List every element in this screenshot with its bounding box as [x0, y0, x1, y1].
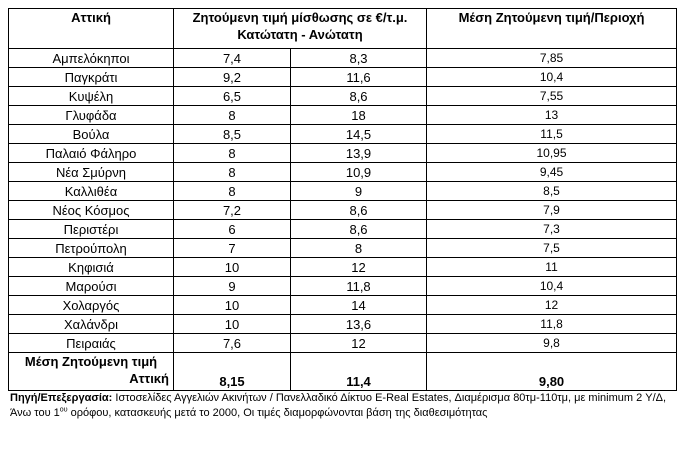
row-max: 14,5 [291, 125, 427, 144]
row-max: 13,6 [291, 315, 427, 334]
source-note-label: Πηγή/Επεξεργασία: [10, 392, 113, 404]
total-average: 9,80 [427, 353, 677, 391]
rental-price-table [8, 8, 677, 391]
row-average: 13 [427, 106, 677, 125]
row-area: Κηφισιά [9, 258, 174, 277]
row-max: 12 [291, 334, 427, 353]
row-average: 11,8 [427, 315, 677, 334]
total-label [9, 353, 174, 391]
row-min: 9,2 [174, 68, 291, 87]
row-min: 7,4 [174, 49, 291, 68]
row-min: 7,6 [174, 334, 291, 353]
row-min: 8 [174, 106, 291, 125]
row-max: 18 [291, 106, 427, 125]
row-min: 8,5 [174, 125, 291, 144]
row-max: 8,6 [291, 201, 427, 220]
row-average: 7,3 [427, 220, 677, 239]
source-note-text-1: Ιστοσελίδες Αγγελιών Ακινήτων / Πανελλαδικό Δίκτυο E-Real Estates, Διαμέρισμα 80τμ-110τμ, με minimum 2 Υ/Δ, Άνω του 1 [10, 392, 667, 419]
source-note-text-2: ορόφου, κατασκευής μετά το 2000, Οι τιμές διαμορφώνονται βάση της διαθεσιμότητας [67, 407, 488, 419]
row-area: Κυψέλη [9, 87, 174, 106]
row-min: 8 [174, 163, 291, 182]
row-area: Χολαργός [9, 296, 174, 315]
source-note [8, 391, 676, 421]
row-max: 12 [291, 258, 427, 277]
row-average: 10,4 [427, 68, 677, 87]
total-label-line2: Αττική [129, 371, 169, 386]
table-row [9, 239, 677, 258]
table-row [9, 49, 677, 68]
row-min: 10 [174, 315, 291, 334]
row-average: 10,4 [427, 277, 677, 296]
row-area: Παλαιό Φάληρο [9, 144, 174, 163]
row-area: Χαλάνδρι [9, 315, 174, 334]
source-note-superscript: ου [59, 406, 68, 414]
table-row [9, 68, 677, 87]
table-row [9, 315, 677, 334]
row-min: 6,5 [174, 87, 291, 106]
row-area: Αμπελόκηποι [9, 49, 174, 68]
row-area: Καλλιθέα [9, 182, 174, 201]
table-body [9, 49, 677, 353]
row-area: Μαρούσι [9, 277, 174, 296]
row-min: 7,2 [174, 201, 291, 220]
row-average: 9,8 [427, 334, 677, 353]
table-row [9, 201, 677, 220]
table-row [9, 106, 677, 125]
row-average: 7,85 [427, 49, 677, 68]
row-max: 8,6 [291, 220, 427, 239]
table-row [9, 296, 677, 315]
row-max: 14 [291, 296, 427, 315]
total-min: 8,15 [174, 353, 291, 391]
row-max: 11,6 [291, 68, 427, 87]
table-row [9, 220, 677, 239]
row-min: 8 [174, 182, 291, 201]
total-label-line1: Μέση Ζητούμενη τιμή [24, 354, 158, 369]
row-area: Πειραιάς [9, 334, 174, 353]
row-max: 8,6 [291, 87, 427, 106]
row-average: 12 [427, 296, 677, 315]
table-row [9, 334, 677, 353]
row-max: 11,8 [291, 277, 427, 296]
row-min: 9 [174, 277, 291, 296]
row-average: 7,55 [427, 87, 677, 106]
row-average: 11,5 [427, 125, 677, 144]
row-average: 7,9 [427, 201, 677, 220]
row-min: 10 [174, 296, 291, 315]
row-min: 8 [174, 144, 291, 163]
row-area: Βούλα [9, 125, 174, 144]
row-area: Παγκράτι [9, 68, 174, 87]
row-max: 8 [291, 239, 427, 258]
table-row [9, 144, 677, 163]
row-max: 9 [291, 182, 427, 201]
row-area: Γλυφάδα [9, 106, 174, 125]
row-average: 11 [427, 258, 677, 277]
rental-price-table-container [8, 8, 676, 421]
table-row [9, 277, 677, 296]
total-row [9, 353, 677, 391]
row-area: Πετρούπολη [9, 239, 174, 258]
table-row [9, 125, 677, 144]
row-max: 13,9 [291, 144, 427, 163]
row-max: 10,9 [291, 163, 427, 182]
table-header-row [9, 9, 677, 49]
header-average: Μέση Ζητούμενη τιμή/Περιοχή [427, 9, 677, 49]
table-row [9, 258, 677, 277]
row-area: Περιστέρι [9, 220, 174, 239]
header-price-range-line2: Κατώτατη - Ανώτατη [237, 27, 363, 42]
row-area: Νέα Σμύρνη [9, 163, 174, 182]
row-average: 10,95 [427, 144, 677, 163]
row-area: Νέος Κόσμος [9, 201, 174, 220]
row-average: 8,5 [427, 182, 677, 201]
table-row [9, 87, 677, 106]
table-row [9, 182, 677, 201]
total-max: 11,4 [291, 353, 427, 391]
header-area: Αττική [9, 9, 174, 49]
row-min: 6 [174, 220, 291, 239]
table-row [9, 163, 677, 182]
header-price-range [174, 9, 427, 49]
header-price-range-line1: Ζητούμενη τιμή μίσθωσης σε €/τ.μ. [192, 10, 408, 25]
row-max: 8,3 [291, 49, 427, 68]
row-average: 9,45 [427, 163, 677, 182]
row-min: 7 [174, 239, 291, 258]
row-average: 7,5 [427, 239, 677, 258]
row-min: 10 [174, 258, 291, 277]
